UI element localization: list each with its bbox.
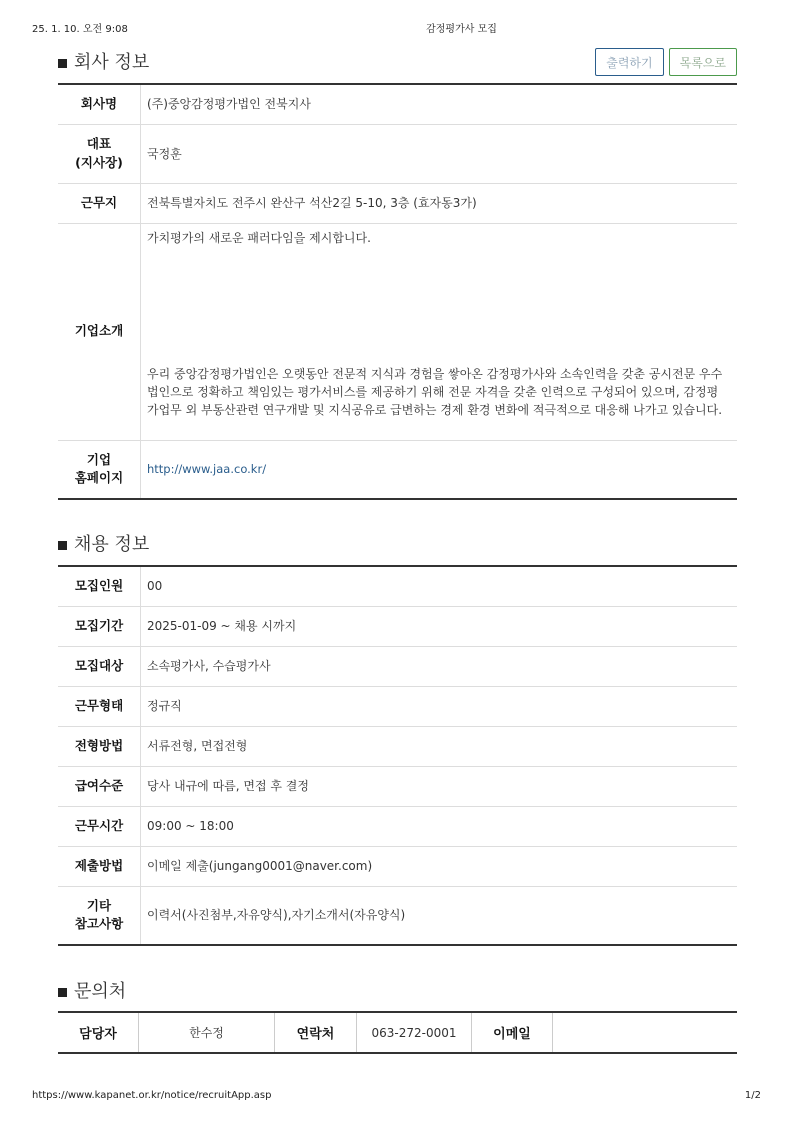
intro-text-headline: 가치평가의 새로운 패러다임을 제시합니다. — [147, 230, 371, 245]
recruit-label: 모집인원 — [58, 566, 141, 606]
etc-label — [58, 886, 141, 945]
recruit-value: 소속평가사, 수습평가사 — [141, 646, 738, 686]
location-label: 근무지 — [58, 183, 141, 223]
recruit-section-title — [58, 530, 149, 556]
homepage-label-line1: 기업 — [86, 451, 112, 467]
recruit-value: 당사 내규에 따름, 면접 후 결정 — [141, 766, 738, 806]
recruit-value: 09:00 ~ 18:00 — [141, 806, 738, 846]
manager-label: 담당자 — [58, 1012, 139, 1053]
ceo-label — [58, 124, 141, 183]
location-row — [58, 183, 737, 223]
etc-value: 이력서(사진첨부,자유양식),자기소개서(자유양식) — [147, 908, 406, 923]
recruit-label: 모집기간 — [58, 606, 141, 646]
print-button[interactable]: 출력하기 — [595, 48, 663, 76]
etc-label-line1: 기타 — [86, 897, 112, 913]
table-row — [58, 846, 737, 886]
contact-table-wrap — [58, 1011, 737, 1054]
print-doc-title: 감정평가사 모집 — [426, 24, 497, 35]
homepage-label-line2: 홈페이지 — [74, 470, 124, 486]
homepage-cell — [141, 440, 738, 499]
ceo-label-line2: (지사장) — [75, 154, 123, 170]
recruit-label: 모집대상 — [58, 646, 141, 686]
company-section-title-text: 회사 정보 — [74, 52, 150, 73]
intro-row — [58, 223, 737, 440]
homepage-link[interactable]: http://www.jaa.co.kr/ — [147, 462, 267, 477]
phone-label: 연락처 — [275, 1012, 357, 1053]
table-row — [58, 686, 737, 726]
recruit-label: 전형방법 — [58, 726, 141, 766]
company-name-value: (주)중앙감정평가법인 전북지사 — [141, 84, 738, 124]
etc-label-line2: 참고사항 — [74, 916, 124, 932]
recruit-label: 급여수준 — [58, 766, 141, 806]
manager-value: 한수정 — [139, 1012, 275, 1053]
etc-row — [58, 886, 737, 945]
print-datetime: 25. 1. 10. 오전 9:08 — [32, 24, 128, 35]
company-info-table-wrap — [58, 83, 737, 500]
ceo-label-line1: 대표 — [86, 135, 112, 151]
ceo-row — [58, 124, 737, 183]
company-name-row — [58, 84, 737, 124]
contact-row — [58, 1012, 737, 1053]
intro-label: 기업소개 — [58, 223, 141, 440]
action-buttons — [595, 48, 737, 76]
intro-cell — [141, 223, 738, 440]
recruit-label: 근무형태 — [58, 686, 141, 726]
table-row — [58, 646, 737, 686]
table-row — [58, 806, 737, 846]
section-bullet-icon — [58, 988, 67, 997]
email-label: 이메일 — [472, 1012, 553, 1053]
recruit-info-table-wrap — [58, 565, 737, 946]
recruit-label: 제출방법 — [58, 846, 141, 886]
intro-text-body: 우리 중앙감정평가법인은 오랫동안 전문적 지식과 경험을 쌓아온 감정평가사와 소속인력을 갖춘 공시전문 우수법인으로 정확하고 책임있는 평가서비스를 제공하기 위해 전문 자격을 갖춘 인력으로 구성되어 있으며, 감정평가업무 외 부동산관련 연구개발 및 지식공유로 급변하는 경제 환경 변화에 적극적으로 대응해 나가고 있습니다. — [147, 366, 723, 417]
ceo-value: 국정훈 — [141, 124, 738, 183]
recruit-value: 00 — [141, 566, 738, 606]
recruit-value: 이메일 제출(jungang0001@naver.com) — [141, 846, 738, 886]
contact-section-title — [58, 977, 126, 1003]
recruit-value: 정규직 — [141, 686, 738, 726]
contact-section-title-text: 문의처 — [74, 981, 127, 1002]
table-row — [58, 566, 737, 606]
contact-table — [58, 1011, 737, 1054]
homepage-label — [58, 440, 141, 499]
list-button[interactable]: 목록으로 — [669, 48, 737, 76]
section-bullet-icon — [58, 59, 67, 68]
table-row — [58, 606, 737, 646]
table-row — [58, 766, 737, 806]
location-value: 전북특별자치도 전주시 완산구 석산2길 5-10, 3층 (효자동3가) — [141, 183, 738, 223]
company-section-title — [58, 48, 149, 74]
recruit-section-title-text: 채용 정보 — [74, 534, 150, 555]
recruit-info-table — [58, 565, 737, 946]
homepage-row — [58, 440, 737, 499]
print-page-number: 1/2 — [744, 1090, 761, 1101]
company-info-table — [58, 83, 737, 500]
section-bullet-icon — [58, 541, 67, 550]
recruit-value: 2025-01-09 ~ 채용 시까지 — [141, 606, 738, 646]
phone-value: 063-272-0001 — [357, 1012, 472, 1053]
table-row — [58, 726, 737, 766]
print-url: https://www.kapanet.or.kr/notice/recruitApp.asp — [32, 1090, 272, 1101]
recruit-value: 서류전형, 면접전형 — [141, 726, 738, 766]
company-name-label: 회사명 — [58, 84, 141, 124]
recruit-label: 근무시간 — [58, 806, 141, 846]
email-value — [553, 1012, 738, 1053]
